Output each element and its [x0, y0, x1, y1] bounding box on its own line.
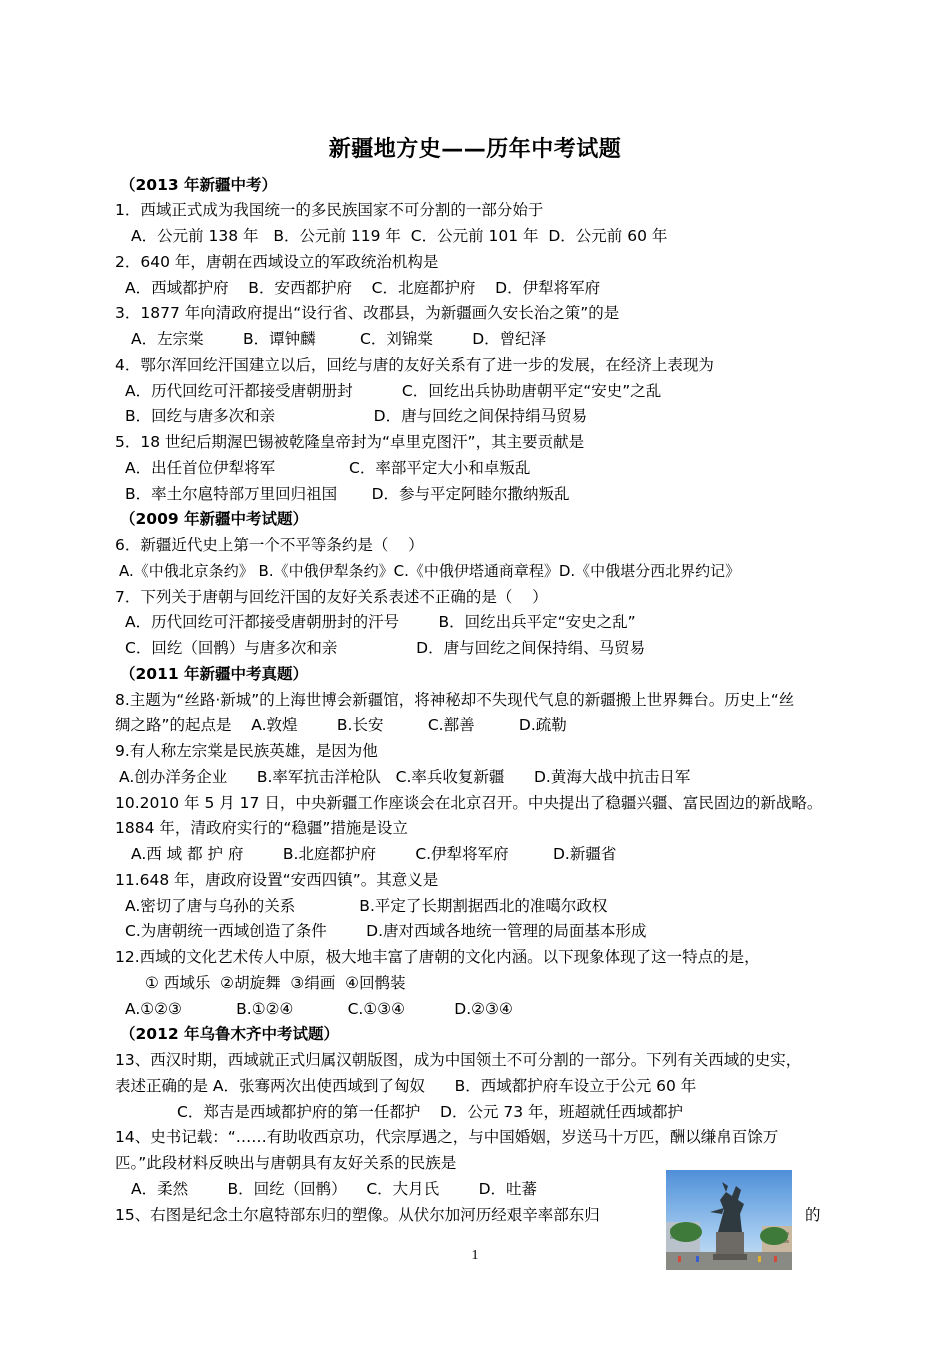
question-14-options: A．柔然 B．回纥（回鹘） C．大月氏 D．吐蕃 [131, 1180, 538, 1198]
question-5-options-a-c: A．出任首位伊犁将军 C．率部平定大小和卓叛乱 [125, 459, 531, 477]
question-1: 1．西域正式成为我国统一的多民族国家不可分割的一部分始于 [115, 201, 544, 219]
question-6-options: A.《中俄北京条约》 B.《中俄伊犁条约》C.《中俄伊塔通商章程》D.《中俄堪分西北界约记》 [119, 562, 741, 580]
question-3: 3．1877 年向清政府提出“设行省、改郡县，为新疆画久安长治之策”的是 [115, 304, 620, 322]
question-12-items: ① 西域乐 ②胡旋舞 ③绢画 ④回鹘装 [145, 974, 406, 992]
question-13: 13、西汉时期，西域就正式归属汉朝版图，成为中国领土不可分割的一部分。下列有关西域的史实， [115, 1051, 802, 1069]
question-2: 2．640 年，唐朝在西域设立的军政统治机构是 [115, 253, 439, 271]
question-4-options-a-c: A．历代回纥可汗都接受唐朝册封 C．回纥出兵协助唐朝平定“安史”之乱 [125, 382, 662, 400]
question-3-options: A．左宗棠 B．谭钟麟 C．刘锦棠 D．曾纪泽 [131, 330, 547, 348]
question-15: 15、右图是纪念土尔扈特部东归的塑像。从伏尔加河历经艰辛率部东归 [115, 1206, 600, 1224]
question-8: 8.主题为“丝路·新城”的上海世博会新疆馆，将神秘却不失现代气息的新疆搬上世界舞台。历史上“丝 [115, 691, 795, 709]
question-11-options-a-b: A.密切了唐与乌孙的关系 B.平定了长期割据西北的准噶尔政权 [125, 897, 608, 915]
question-9: 9.有人称左宗棠是民族英雄，是因为他 [115, 742, 378, 760]
question-7-options-c-d: C．回纥（回鹘）与唐多次和亲 D．唐与回纥之间保持绢、马贸易 [125, 639, 646, 657]
section-heading-2013: （2013 年新疆中考） [120, 176, 278, 194]
question-10-continued: 1884 年，清政府实行的“稳疆”措施是设立 [115, 819, 408, 837]
question-7-options-a-b: A．历代回纥可汗都接受唐朝册封的汗号 B．回纥出兵平定“安史之乱” [125, 613, 636, 631]
page-number: 1 [471, 1248, 479, 1263]
question-14: 14、史书记载：“……有助收西京功，代宗厚遇之，与中国婚姻，岁送马十万匹，酬以缣帛百馀万 [115, 1128, 779, 1146]
question-11-options-c-d: C.为唐朝统一西域创造了条件 D.唐对西域各地统一管理的局面基本形成 [125, 922, 647, 940]
question-10: 10.2010 年 5 月 17 日，中央新疆工作座谈会在北京召开。中央提出了稳疆兴疆、富民固边的新战略。 [115, 794, 823, 812]
question-12-options: A.①②③ B.①②④ C.①③④ D.②③④ [125, 1000, 513, 1018]
section-heading-2012: （2012 年乌鲁木齐中考试题） [120, 1025, 340, 1043]
question-4: 4．鄂尔浑回纥汗国建立以后，回纥与唐的友好关系有了进一步的发展，在经济上表现为 [115, 356, 714, 374]
section-heading-2011: （2011 年新疆中考真题） [120, 665, 309, 683]
question-13-continued: 表述正确的是 A．张骞两次出使西域到了匈奴 B．西域都护府车设立于公元 60 年 [115, 1077, 697, 1095]
question-5-options-b-d: B．率土尔扈特部万里回归祖国 D．参与平定阿睦尔撒纳叛乱 [125, 485, 570, 503]
question-10-options: A.西 域 都 护 府 B.北庭都护府 C.伊犁将军府 D.新疆省 [131, 845, 617, 863]
question-1-options: A．公元前 138 年 B．公元前 119 年 C．公元前 101 年 D．公元前 60 年 [131, 227, 668, 245]
page-title: 新疆地方史——历年中考试题 [328, 137, 622, 162]
question-13-options-c-d: C．郑吉是西域都护府的第一任都护 D．公元 73 年，班超就任西域都护 [177, 1103, 684, 1121]
question-15-continued: 的 [805, 1206, 821, 1224]
question-9-options: A.创办洋务企业 B.率军抗击洋枪队 C.率兵收复新疆 D.黄海大战中抗击日军 [119, 768, 691, 786]
question-8-continued: 绸之路”的起点是 A.敦煌 B.长安 C.鄯善 D.疏勒 [115, 716, 567, 734]
question-4-options-b-d: B．回纥与唐多次和亲 D．唐与回纥之间保持绢马贸易 [125, 407, 588, 425]
question-5: 5．18 世纪后期渥巴锡被乾隆皇帝封为“卓里克图汗”，其主要贡献是 [115, 433, 585, 451]
question-11: 11.648 年，唐政府设置“安西四镇”。其意义是 [115, 871, 439, 889]
question-7: 7．下列关于唐朝与回纥汗国的友好关系表述不正确的是（ ） [115, 588, 548, 606]
question-14-continued: 匹。”此段材料反映出与唐朝具有友好关系的民族是 [115, 1154, 457, 1172]
question-12: 12.西域的文化艺术传人中原，极大地丰富了唐朝的文化内涵。以下现象体现了这一特点的是， [115, 948, 760, 966]
section-heading-2009: （2009 年新疆中考试题） [120, 510, 309, 528]
question-2-options: A．西域都护府 B．安西都护府 C．北庭都护府 D．伊犁将军府 [125, 279, 601, 297]
question-6: 6．新疆近代史上第一个不平等条约是（ ） [115, 536, 424, 554]
